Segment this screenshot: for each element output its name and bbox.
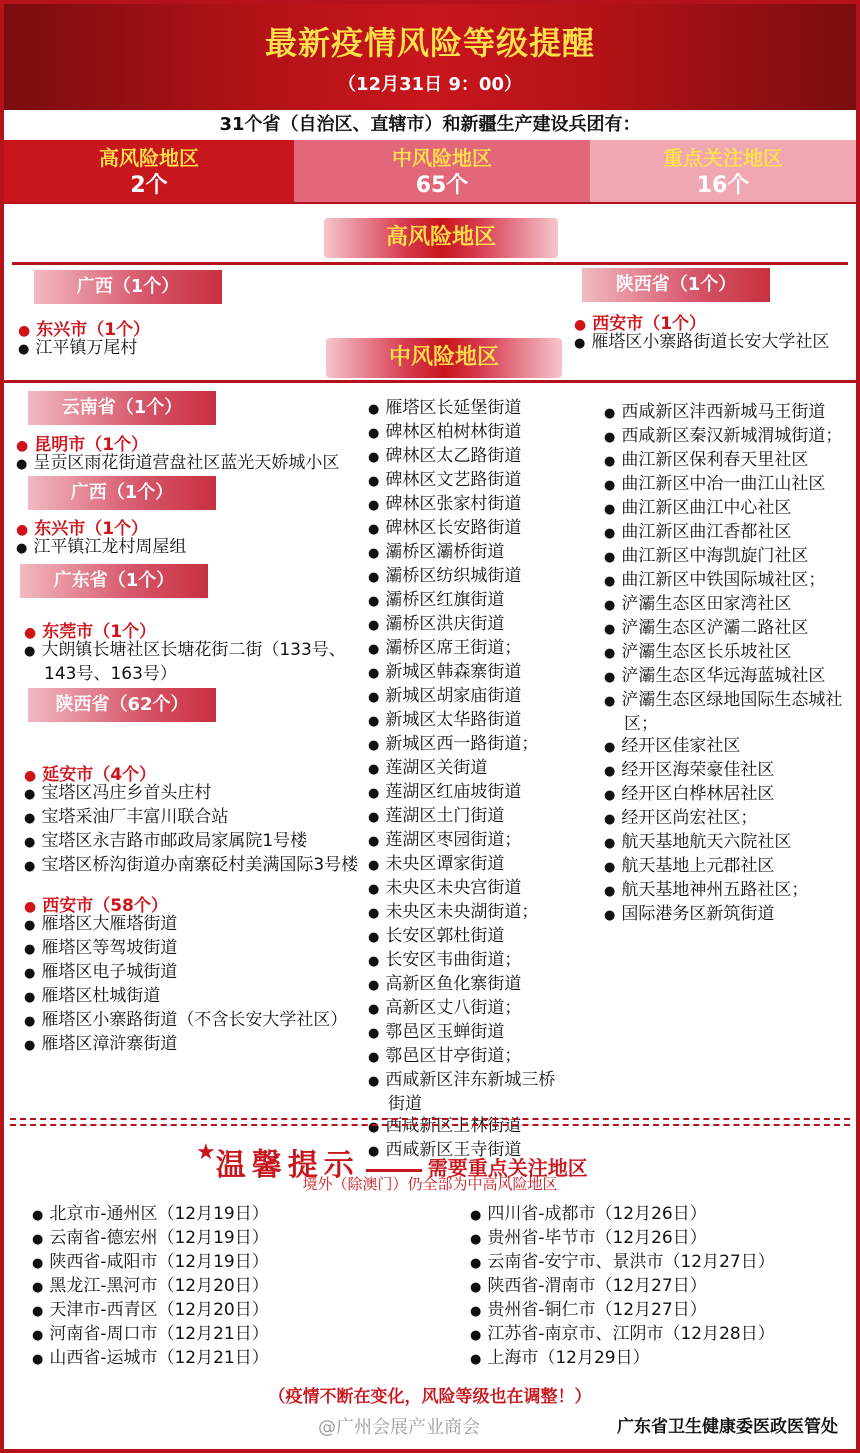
list-item: ● 江苏省-南京市、江阴市（12月28日） <box>470 1323 850 1347</box>
list-item: ● 浐灞生态区田家湾社区 <box>604 593 852 617</box>
xian-list-col2 <box>368 397 568 1163</box>
list-item: ● 北京市-通州区（12月19日） <box>32 1203 412 1227</box>
list-item: ● 莲湖区关街道 <box>368 757 568 781</box>
xian-list-col1 <box>24 913 374 1057</box>
stat-focus-count: 16个 <box>696 173 750 198</box>
list-item: ● 灞桥区纺织城街道 <box>368 565 568 589</box>
list-item: ● 浐灞生态区浐灞二路社区 <box>604 617 852 641</box>
list-item: ● 云南省-德宏州（12月19日） <box>32 1227 412 1251</box>
list-item: ● 陕西省-渭南市（12月27日） <box>470 1275 850 1299</box>
high-guangxi-city: ● 东兴市（1个） <box>18 315 150 340</box>
list-item: ● 江平镇江龙村周屋组 <box>16 536 186 560</box>
list-item: ● 灞桥区灞桥街道 <box>368 541 568 565</box>
tips-note: 境外（除澳门）仍全部为中高风险地区 <box>302 1175 558 1193</box>
tips-title: 温馨提示 <box>215 1148 360 1183</box>
mid-shaanxi-province: 陕西省（62个） <box>28 688 216 722</box>
stat-mid-risk <box>294 140 590 202</box>
list-item: ● 雁塔区长延堡街道 <box>368 397 568 421</box>
divider <box>12 262 848 265</box>
mid-guangdong-province: 广东省（1个） <box>20 564 208 598</box>
list-item: ● 上海市（12月29日） <box>470 1347 850 1371</box>
stat-high-risk <box>4 140 294 202</box>
list-item: ● 灞桥区红旗街道 <box>368 589 568 613</box>
yanan-list <box>24 782 374 878</box>
list-item: ● 曲江新区中铁国际城社区； <box>604 569 852 593</box>
list-item: ● 曲江新区中海凯旋门社区 <box>604 545 852 569</box>
stat-mid-count: 65个 <box>415 173 469 198</box>
list-item: ● 天津市-西青区（12月20日） <box>32 1299 412 1323</box>
organization: 广东省卫生健康委医政医管处 <box>617 1417 838 1437</box>
footer-note: （疫情不断在变化，风险等级也在调整！） <box>268 1387 592 1407</box>
mid-guangxi-city: ● 东兴市（1个） <box>16 514 148 539</box>
stat-high-label: 高风险地区 <box>99 146 199 170</box>
tips-list-left <box>32 1203 412 1371</box>
list-item: ● 灞桥区洪庆街道 <box>368 613 568 637</box>
mid-yunnan-city: ● 昆明市（1个） <box>16 430 148 455</box>
list-item: ● 碑林区柏树林街道 <box>368 421 568 445</box>
list-item: ● 长安区郭杜街道 <box>368 925 568 949</box>
list-item: ● 西咸新区王寺街道 <box>368 1139 568 1163</box>
list-item: ● 莲湖区土门街道 <box>368 805 568 829</box>
tips-list-right <box>470 1203 850 1371</box>
list-item: ● 宝塔区桥沟街道办南寨砭村美满国际3号楼 <box>24 854 374 878</box>
update-time: （12月31日 9：00） <box>338 74 522 95</box>
list-item: ● 黑龙江-黑河市（12月20日） <box>32 1275 412 1299</box>
list-item: ● 雁塔区等驾坡街道 <box>24 937 374 961</box>
list-item: ● 呈贡区雨花街道营盘社区蓝光天娇城小区 <box>16 452 339 476</box>
mid-yanan-city: ● 延安市（4个） <box>24 760 156 785</box>
list-item: ● 贵州省-毕节市（12月26日） <box>470 1227 850 1251</box>
list-item: ● 航天基地上元郡社区 <box>604 855 852 879</box>
list-item: ● 雁塔区杜城街道 <box>24 985 374 1009</box>
summary-line: 31个省（自治区、直辖市）和新疆生产建设兵团有： <box>219 114 641 135</box>
list-item: ● 莲湖区枣园街道； <box>368 829 568 853</box>
list-item: ● 碑林区张家村街道 <box>368 493 568 517</box>
high-guangxi-province: 广西（1个） <box>34 270 222 304</box>
header-banner <box>4 4 856 110</box>
tips-subtitle: 需要重点关注地区 <box>427 1156 588 1180</box>
list-item: ● 灞桥区席王街道； <box>368 637 568 661</box>
page-title: 最新疫情风险等级提醒 <box>264 24 595 62</box>
list-item: ● 碑林区太乙路街道 <box>368 445 568 469</box>
list-item: ● 经开区海荣豪佳社区 <box>604 759 852 783</box>
mid-guangxi-province: 广西（1个） <box>28 476 216 510</box>
list-item: ● 航天基地航天六院社区 <box>604 831 852 855</box>
stat-focus-label: 重点关注地区 <box>663 146 783 170</box>
list-item: ● 曲江新区中冶一曲江山社区 <box>604 473 852 497</box>
list-item: ● 新城区胡家庙街道 <box>368 685 568 709</box>
list-item: ● 曲江新区保利春天里社区 <box>604 449 852 473</box>
list-item: ● 莲湖区红庙坡街道 <box>368 781 568 805</box>
list-item: ● 浐灞生态区华远海蓝城社区 <box>604 665 852 689</box>
list-item: ● 雁塔区电子城街道 <box>24 961 374 985</box>
list-item: ● 新城区韩森寨街道 <box>368 661 568 685</box>
list-item: ● 国际港务区新筑街道 <box>604 903 852 927</box>
mid-yunnan-province: 云南省（1个） <box>28 391 216 425</box>
list-item: ● 西咸新区沣东新城三桥街道 <box>368 1069 568 1115</box>
list-item: ● 航天基地神州五路社区； <box>604 879 852 903</box>
list-item: ● 新城区太华路街道 <box>368 709 568 733</box>
stat-high-count: 2个 <box>130 173 168 198</box>
high-risk-section-title: 高风险地区 <box>324 218 558 258</box>
list-item: ● 经开区佳家社区 <box>604 735 852 759</box>
list-item: ● 碑林区文艺路街道 <box>368 469 568 493</box>
list-item: ● 经开区尚宏社区； <box>604 807 852 831</box>
list-item: ● 新城区西一路街道； <box>368 733 568 757</box>
dash-line <box>366 1169 422 1172</box>
stat-mid-label: 中风险地区 <box>392 146 492 170</box>
list-item: ● 西咸新区沣西新城马王街道 <box>604 401 852 425</box>
mid-risk-section-title: 中风险地区 <box>326 338 562 378</box>
list-item: ● 高新区丈八街道； <box>368 997 568 1021</box>
list-item: ● 江平镇万尾村 <box>18 337 137 361</box>
list-item: ● 浐灞生态区长乐坡社区 <box>604 641 852 665</box>
list-item: ● 未央区未央宫街道 <box>368 877 568 901</box>
list-item: ● 河南省-周口市（12月21日） <box>32 1323 412 1347</box>
list-item: ● 宝塔采油厂丰富川联合站 <box>24 806 374 830</box>
list-item: ● 雁塔区小寨路街道长安大学社区 <box>574 331 829 355</box>
list-item: ● 贵州省-铜仁市（12月27日） <box>470 1299 850 1323</box>
stat-focus <box>590 140 856 202</box>
list-item: ● 四川省-成都市（12月26日） <box>470 1203 850 1227</box>
watermark: @广州会展产业商会 <box>318 1417 480 1438</box>
xian-list-col3 <box>604 401 852 927</box>
list-item: ● 陕西省-咸阳市（12月19日） <box>32 1251 412 1275</box>
list-item: ● 雁塔区大雁塔街道 <box>24 913 374 937</box>
high-shaanxi-province: 陕西省（1个） <box>582 268 770 302</box>
list-item: ● 经开区白桦林居社区 <box>604 783 852 807</box>
list-item: ● 长安区韦曲街道； <box>368 949 568 973</box>
list-item: ● 曲江新区曲江中心社区 <box>604 497 852 521</box>
list-item: ● 曲江新区曲江香都社区 <box>604 521 852 545</box>
list-item: ● 宝塔区永吉路市邮政局家属院1号楼 <box>24 830 374 854</box>
list-item: ● 宝塔区冯庄乡首头庄村 <box>24 782 374 806</box>
mid-guangdong-city: ● 东莞市（1个） <box>24 617 156 642</box>
list-item: ● 大朗镇长塘社区长塘花街二街（133号、143号、163号） <box>24 639 374 685</box>
divider <box>4 202 856 204</box>
high-shaanxi-city: ● 西安市（1个） <box>574 309 706 334</box>
list-item: ● 雁塔区漳浒寨街道 <box>24 1033 374 1057</box>
list-item: ● 雁塔区小寨路街道（不含长安大学社区） <box>24 1009 374 1033</box>
list-item: ● 山西省-运城市（12月21日） <box>32 1347 412 1371</box>
star-icon: ★ <box>196 1140 216 1165</box>
list-item: ● 高新区鱼化寨街道 <box>368 973 568 997</box>
mid-xian-city: ● 西安市（58个） <box>24 891 168 916</box>
list-item: ● 西咸新区秦汉新城渭城街道； <box>604 425 852 449</box>
list-item: ● 浐灞生态区绿地国际生态城社区； <box>604 689 852 735</box>
dashed-divider <box>10 1124 850 1126</box>
dashed-divider <box>10 1118 850 1120</box>
list-item: ● 鄠邑区玉蝉街道 <box>368 1021 568 1045</box>
divider <box>4 380 856 383</box>
list-item: ● 未央区谭家街道 <box>368 853 568 877</box>
list-item: ● 鄠邑区甘亭街道； <box>368 1045 568 1069</box>
list-item: ● 未央区未央湖街道； <box>368 901 568 925</box>
list-item: ● 碑林区长安路街道 <box>368 517 568 541</box>
list-item: ● 西咸新区上林街道 <box>368 1115 568 1139</box>
list-item: ● 云南省-安宁市、景洪市（12月27日） <box>470 1251 850 1275</box>
